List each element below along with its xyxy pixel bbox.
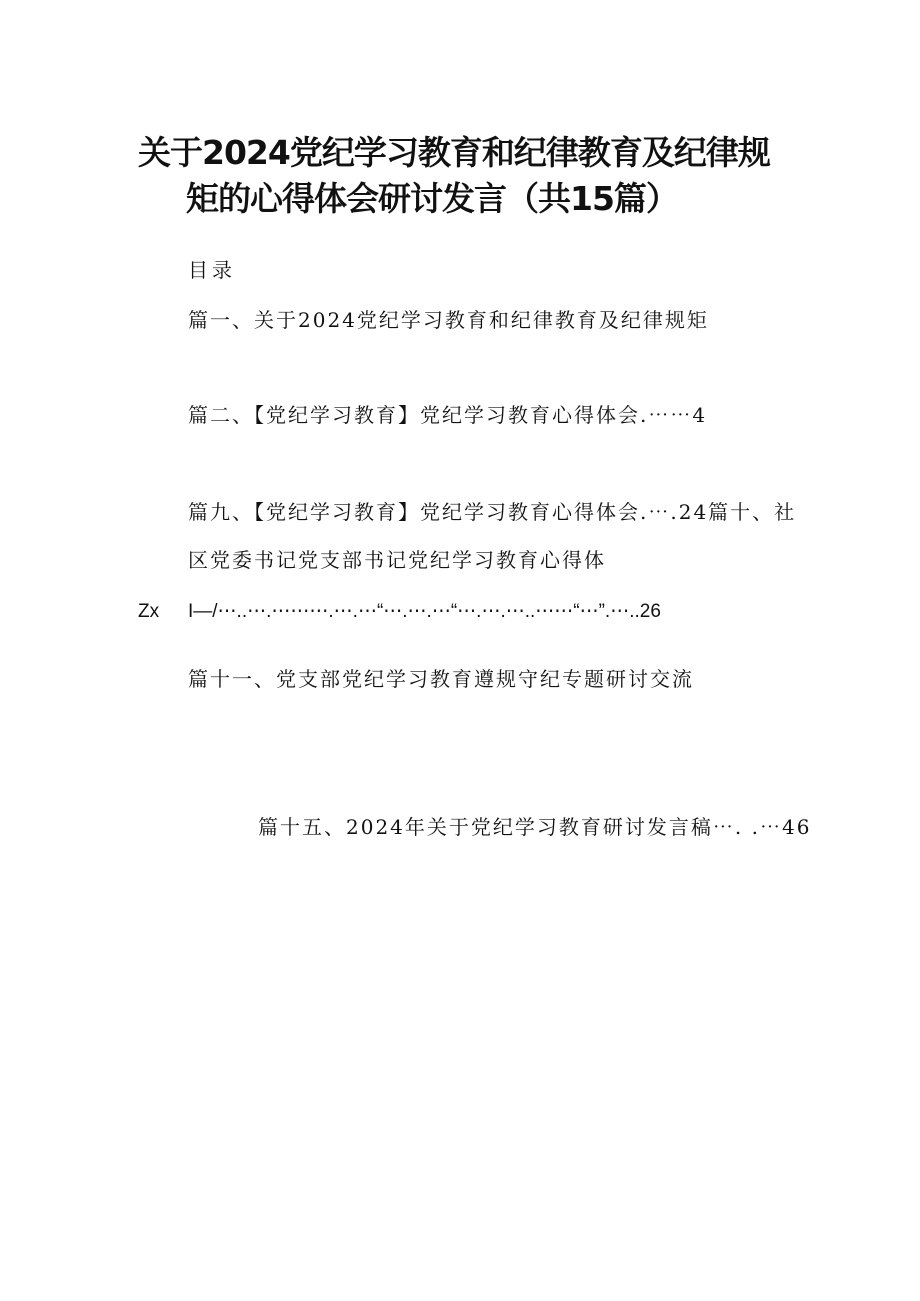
- document-title: [138, 130, 798, 222]
- toc-entry-10-leader-line[interactable]: [138, 600, 661, 624]
- title-line-2: 矩的心得体会研讨发言（共15篇）: [186, 179, 678, 218]
- toc-entry-10-continued[interactable]: 区党委书记党支部书记党纪学习教育心得体: [188, 548, 606, 572]
- toc-entry-11[interactable]: 篇十一、党支部党纪学习教育遵规守纪专题研讨交流: [188, 667, 694, 691]
- toc-entry-2[interactable]: 篇二、【党纪学习教育】党纪学习教育心得体会.⋯⋯4: [188, 403, 708, 427]
- garbled-leader: I—/⋯..⋯.⋯⋯⋯.⋯.⋯“⋯.⋯.⋯“⋯.⋯.⋯..⋯⋯“⋯”.⋯..26: [188, 601, 661, 622]
- toc-heading: 目录: [188, 258, 236, 282]
- toc-entry-9[interactable]: 篇九、【党纪学习教育】党纪学习教育心得体会.⋯.24篇十、社: [188, 500, 797, 524]
- toc-entry-1[interactable]: 篇一、关于2024党纪学习教育和纪律教育及纪律规矩: [188, 308, 709, 332]
- garbled-prefix: Zx: [138, 601, 160, 622]
- toc-entry-15[interactable]: 篇十五、2024年关于党纪学习教育研讨发言稿⋯. .⋯46: [258, 815, 812, 839]
- title-line-1: 关于2024党纪学习教育和纪律教育及纪律规: [138, 133, 770, 172]
